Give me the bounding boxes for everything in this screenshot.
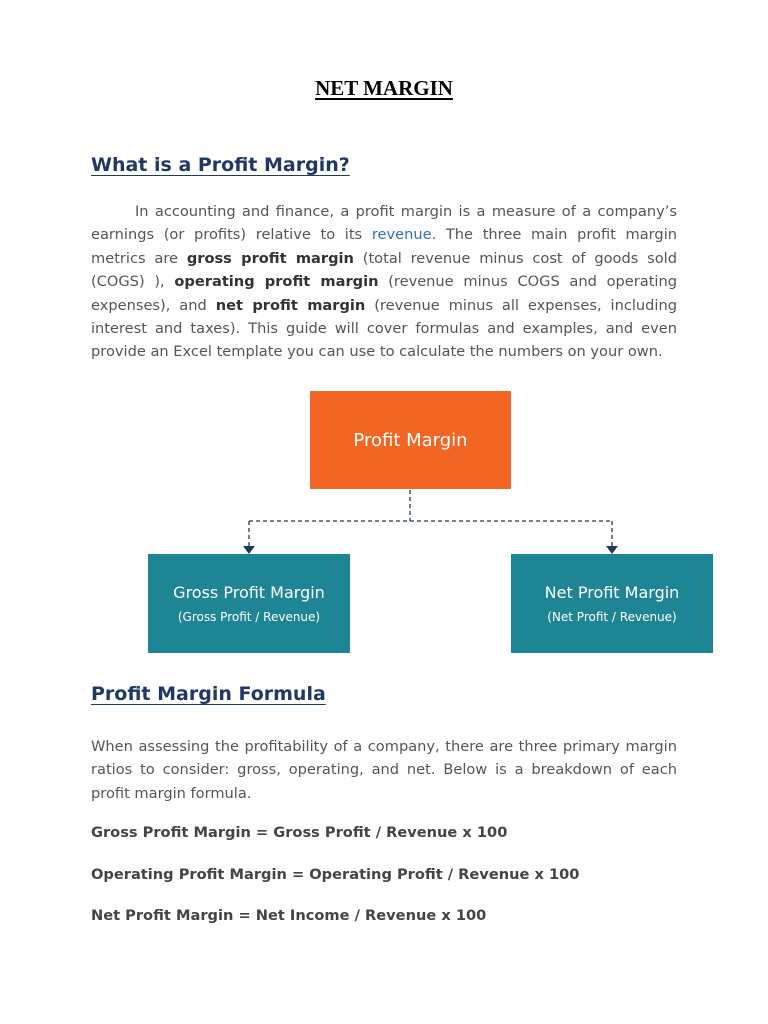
diagram-node-net-profit-margin bbox=[511, 554, 713, 653]
arrowhead-left-icon bbox=[243, 546, 255, 554]
document-title: NET MARGIN bbox=[315, 76, 453, 100]
formula-intro-paragraph: When assessing the profitability of a company, there are three primary margin ratios to consider: gross, operating, and net. Below is a breakdown of each profit margin formula. bbox=[91, 738, 677, 802]
formula-gross-profit-margin: Gross Profit Margin = Gross Profit / Revenue x 100 bbox=[91, 824, 508, 841]
node-subtitle: (Gross Profit / Revenue) bbox=[177, 610, 321, 624]
revenue-link[interactable]: revenue bbox=[371, 226, 432, 244]
operating-profit-margin-term: operating profit margin bbox=[174, 273, 379, 291]
arrowhead-right-icon bbox=[606, 546, 618, 554]
section-heading-what-is-profit-margin: What is a Profit Margin? bbox=[91, 154, 350, 176]
formula-net-profit-margin: Net Profit Margin = Net Income / Revenue x 100 bbox=[91, 907, 487, 924]
diagram-root-node: Profit Margin bbox=[310, 391, 511, 489]
intro-paragraph: In accounting and finance, a profit margin is a measure of a company’s earnings (or profits) relative to its revenue. The three main profit margin metrics are gross profit margin (total revenue minus cost of goods sold (COGS) ), operating profit margin (revenue minus COGS and operating expenses), and net profit margin (revenue minus all expenses, including interest and taxes). This guide will cover formulas and examples, and even provide an Excel template you can use to calculate the numbers on your own. bbox=[91, 203, 677, 361]
net-profit-margin-term: net profit margin bbox=[215, 296, 366, 314]
section-heading-profit-margin-formula: Profit Margin Formula bbox=[91, 683, 326, 705]
node-title: Gross Profit Margin bbox=[173, 583, 325, 602]
node-title: Net Profit Margin bbox=[544, 583, 680, 602]
gross-profit-margin-term: gross profit margin bbox=[186, 249, 354, 267]
diagram-node-gross-profit-margin bbox=[148, 554, 350, 653]
formula-operating-profit-margin: Operating Profit Margin = Operating Profit / Revenue x 100 bbox=[91, 866, 580, 883]
node-subtitle: (Net Profit / Revenue) bbox=[547, 610, 677, 624]
